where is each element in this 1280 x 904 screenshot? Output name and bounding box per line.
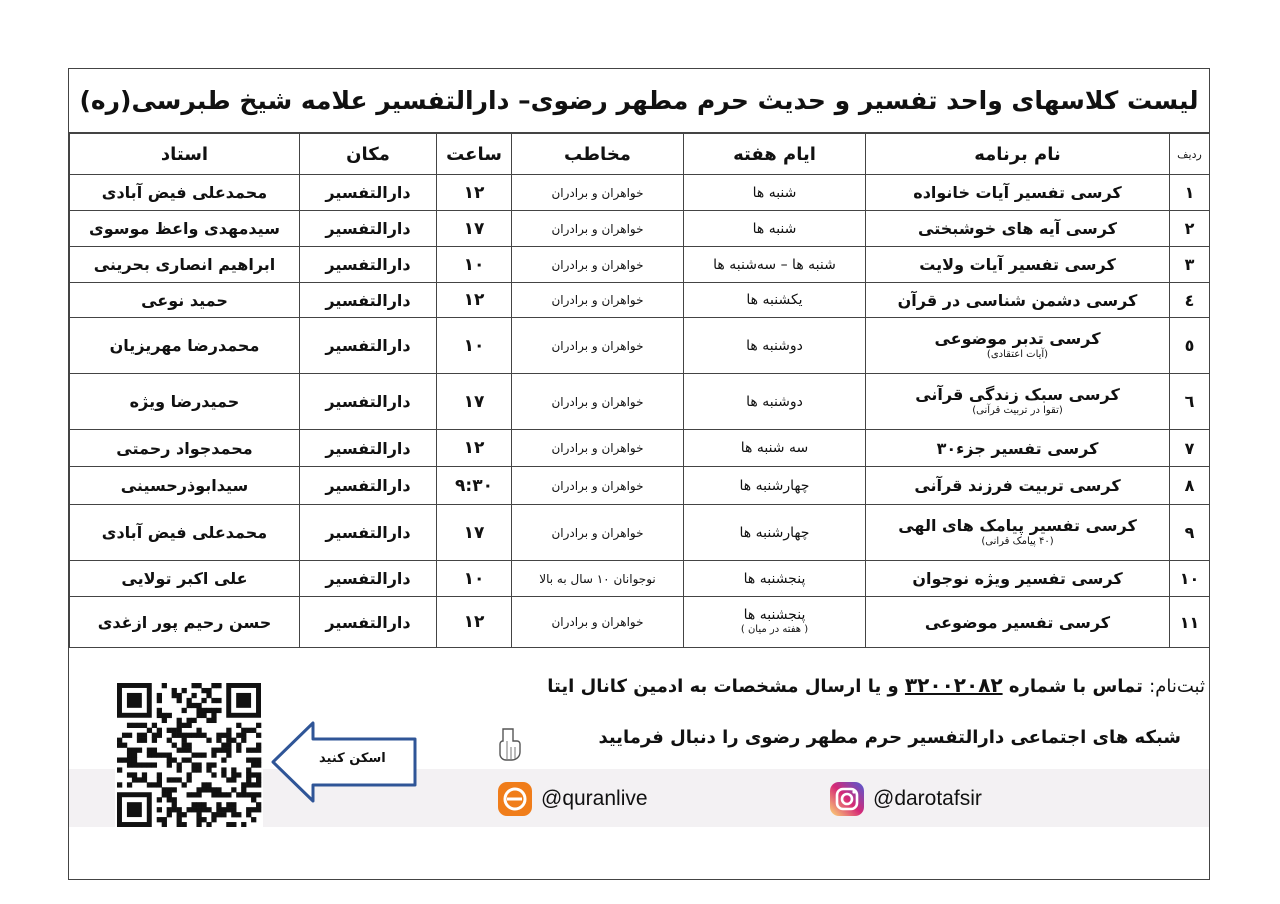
header-days: ایام هفته — [684, 134, 866, 175]
pointing-hand-icon — [493, 725, 527, 765]
row-days: چهارشنبه ها — [684, 505, 866, 561]
row-radif: ۹ — [1170, 505, 1210, 561]
row-name — [866, 175, 1170, 211]
row-days: یکشنبه ها — [684, 283, 866, 318]
program-name: کرسی سبک زندگی قرآنی — [915, 385, 1120, 404]
row-place: دارالتفسیر — [300, 175, 437, 211]
row-radif: ۸ — [1170, 467, 1210, 505]
row-audience: نوجوانان ۱۰ سال به بالا — [512, 561, 684, 597]
register-number: ۳۲۰۰۲۰۸۲ — [904, 673, 1003, 697]
row-days: چهارشنبه ها — [684, 467, 866, 505]
row-teacher: علی اکبر تولایی — [70, 561, 300, 597]
row-audience: خواهران و برادران — [512, 430, 684, 467]
row-time: ۱۲ — [437, 175, 512, 211]
row-teacher: حمید نوعی — [70, 283, 300, 318]
header-place: مکان — [300, 134, 437, 175]
program-subtitle: (تقوا در تربیت قرآنی) — [972, 405, 1063, 416]
table-row — [70, 597, 1210, 648]
header-time: ساعت — [437, 134, 512, 175]
program-name: کرسی تدبر موضوعی — [934, 329, 1101, 348]
table-row — [70, 467, 1210, 505]
program-name: کرسی دشمن شناسی در قرآن — [897, 290, 1138, 310]
registration-line — [547, 673, 1205, 697]
row-place: دارالتفسیر — [300, 430, 437, 467]
row-days: دوشنبه ها — [684, 374, 866, 430]
page-title: لیست کلاسهای واحد تفسیر و حدیث حرم مطهر رضوی– دارالتفسیر علامه شیخ طبرسی(ره) — [69, 69, 1209, 133]
row-audience: خواهران و برادران — [512, 318, 684, 374]
schedule-document — [68, 68, 1210, 880]
row-place: دارالتفسیر — [300, 318, 437, 374]
row-audience: خواهران و برادران — [512, 211, 684, 247]
footer-section — [69, 671, 1209, 879]
instagram-link[interactable] — [829, 781, 982, 817]
scan-label: اسکن کنید — [319, 751, 386, 766]
program-subtitle: (۴۰ پیامک قرانی) — [981, 536, 1054, 547]
header-teacher: استاد — [70, 134, 300, 175]
table-row — [70, 211, 1210, 247]
row-audience: خواهران و برادران — [512, 283, 684, 318]
row-audience: خواهران و برادران — [512, 374, 684, 430]
row-radif: ۲ — [1170, 211, 1210, 247]
program-name: کرسی تفسیر پیامک های الهی — [898, 516, 1137, 535]
row-place: دارالتفسیر — [300, 597, 437, 648]
class-schedule-table — [69, 133, 1210, 648]
program-name: کرسی تفسیر جزء۳۰ — [936, 438, 1099, 458]
header-audience: مخاطب — [512, 134, 684, 175]
table-row — [70, 175, 1210, 211]
row-time: ۱۷ — [437, 374, 512, 430]
program-subtitle: (آیات اعتقادی) — [986, 349, 1049, 360]
row-teacher: ابراهیم انصاری بحرینی — [70, 247, 300, 283]
row-time: ۱۷ — [437, 211, 512, 247]
program-name: کرسی تفسیر ویژه نوجوان — [912, 569, 1123, 588]
row-place: دارالتفسیر — [300, 374, 437, 430]
row-time: ۱۲ — [437, 430, 512, 467]
row-audience: خواهران و برادران — [512, 597, 684, 648]
row-audience: خواهران و برادران — [512, 247, 684, 283]
row-time: ۱۲ — [437, 597, 512, 648]
row-radif: ٦ — [1170, 374, 1210, 430]
row-place: دارالتفسیر — [300, 283, 437, 318]
row-name — [866, 247, 1170, 283]
row-days — [684, 597, 866, 648]
row-name — [866, 505, 1170, 561]
program-name: کرسی تفسیر موضوعی — [924, 612, 1111, 632]
qr-code[interactable] — [115, 683, 263, 827]
header-radif: ردیف — [1170, 134, 1210, 175]
row-audience: خواهران و برادران — [512, 505, 684, 561]
row-time: ۱۲ — [437, 283, 512, 318]
row-days: سه شنبه ها — [684, 430, 866, 467]
register-label: ثبت‌نام: — [1149, 676, 1205, 697]
row-name — [866, 597, 1170, 648]
row-radif: ۱ — [1170, 175, 1210, 211]
follow-text: شبکه های اجتماعی دارالتفسیر حرم مطهر رضوی را دنبال فرمایید — [598, 727, 1181, 748]
table-row — [70, 283, 1210, 318]
row-teacher: سیدمهدی واعظ موسوی — [70, 211, 300, 247]
row-name — [866, 374, 1170, 430]
row-teacher: محمدرضا مهریزیان — [70, 318, 300, 374]
instagram-handle: @darotafsir — [873, 787, 982, 810]
row-name — [866, 430, 1170, 467]
eitaa-logo-icon — [497, 781, 533, 817]
table-row — [70, 374, 1210, 430]
table-row — [70, 247, 1210, 283]
row-name — [866, 211, 1170, 247]
row-radif: ۱۰ — [1170, 561, 1210, 597]
header-name: نام برنامه — [866, 134, 1170, 175]
row-time: ۱۷ — [437, 505, 512, 561]
days-subtitle: ( هفته در میان ) — [740, 624, 809, 635]
row-radif: ۷ — [1170, 430, 1210, 467]
row-days: پنجشنبه ها — [684, 561, 866, 597]
row-teacher: سیدابوذرحسینی — [70, 467, 300, 505]
row-place: دارالتفسیر — [300, 211, 437, 247]
register-pre: تماس با شماره — [1008, 676, 1143, 697]
row-teacher: حسن رحیم پور ازغدی — [70, 597, 300, 648]
eitaa-link[interactable] — [497, 781, 648, 817]
row-teacher: محمدجواد رحمتی — [70, 430, 300, 467]
table-header-row — [70, 134, 1210, 175]
program-name: کرسی تفسیر آیات ولایت — [919, 255, 1116, 274]
row-radif: ٥ — [1170, 318, 1210, 374]
program-name: کرسی آیه های خوشبختی — [918, 219, 1117, 238]
row-name — [866, 318, 1170, 374]
row-audience: خواهران و برادران — [512, 467, 684, 505]
row-teacher: حمیدرضا ویژه — [70, 374, 300, 430]
row-time: ۱۰ — [437, 318, 512, 374]
row-name — [866, 283, 1170, 318]
row-time: ۹:۳۰ — [437, 467, 512, 505]
row-days: دوشنبه ها — [684, 318, 866, 374]
row-radif: ٤ — [1170, 283, 1210, 318]
row-place: دارالتفسیر — [300, 561, 437, 597]
table-row — [70, 561, 1210, 597]
register-post: و یا ارسال مشخصات به ادمین کانال ایتا — [547, 676, 899, 697]
row-teacher: محمدعلی فیض آبادی — [70, 505, 300, 561]
row-name — [866, 561, 1170, 597]
row-time: ۱۰ — [437, 247, 512, 283]
row-time: ۱۰ — [437, 561, 512, 597]
row-place: دارالتفسیر — [300, 247, 437, 283]
program-name: کرسی تفسیر آیات خانواده — [913, 183, 1122, 202]
row-place: دارالتفسیر — [300, 505, 437, 561]
row-days: شنبه ها — [684, 211, 866, 247]
row-days: شنبه ها – سه‌شنبه ها — [684, 247, 866, 283]
row-name — [866, 467, 1170, 505]
row-place: دارالتفسیر — [300, 467, 437, 505]
days-text: پنجشنبه ها — [743, 607, 806, 623]
row-radif: ۳ — [1170, 247, 1210, 283]
row-audience: خواهران و برادران — [512, 175, 684, 211]
row-teacher: محمدعلی فیض آبادی — [70, 175, 300, 211]
instagram-logo-icon — [829, 781, 865, 817]
table-row — [70, 505, 1210, 561]
table-row — [70, 430, 1210, 467]
program-name: کرسی تربیت فرزند قرآنی — [914, 476, 1121, 495]
eitaa-handle: @quranlive — [541, 787, 648, 810]
row-days: شنبه ها — [684, 175, 866, 211]
row-radif: ۱۱ — [1170, 597, 1210, 648]
table-row — [70, 318, 1210, 374]
